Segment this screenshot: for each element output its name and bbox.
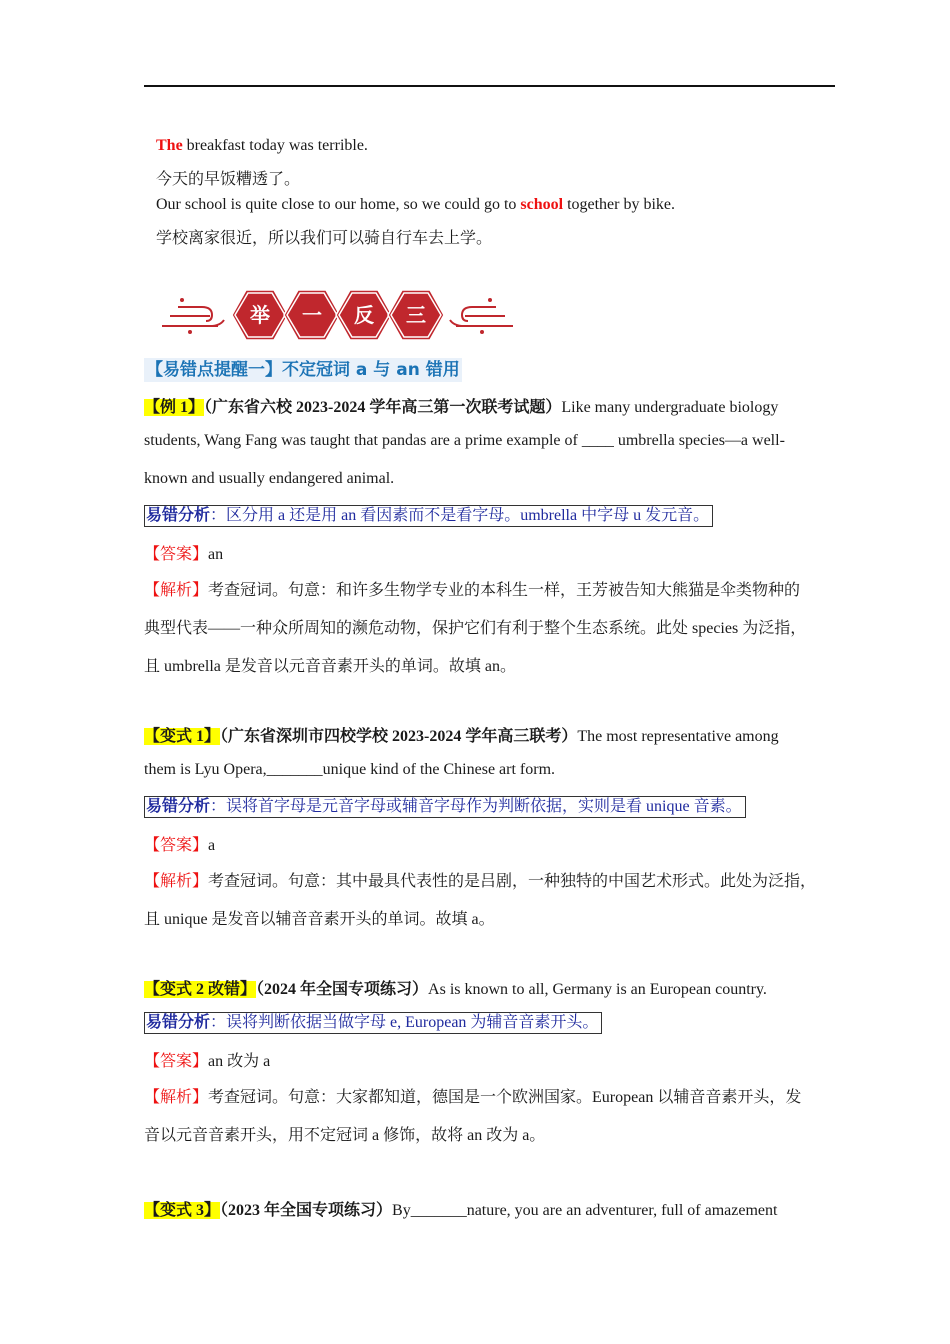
example1-tag: 【例 1】 (144, 399, 205, 416)
example1-q1: Like many undergraduate biology (561, 399, 779, 416)
intro-line-2: 今天的早饭糟透了。 (156, 171, 301, 188)
analysis-label: 易错分析 (146, 798, 211, 815)
example1-explain-text-1: 考查冠词。句意：和许多生物学专业的本科生一样，王芳被告知大熊猫是伞类物种的 (208, 582, 801, 599)
variant2-explain-text-1: 考查冠词。句意：大家都知道，德国是一个欧洲国家。European 以辅音音素开头，发 (208, 1089, 802, 1106)
variant2-analysis-box (144, 1012, 602, 1034)
variant1-explain-1 (144, 868, 816, 891)
example1-source: （广东省六校 2023-2024 学年高三第一次联考试题） (204, 399, 562, 416)
variant1-line-1 (144, 723, 779, 746)
variant2-answer-text: an 改为 a (208, 1053, 271, 1070)
example1-line-1 (144, 394, 778, 417)
example1-answer-text: an (208, 546, 224, 563)
intro-line-1 (156, 137, 368, 155)
banner-char-3: 反 (354, 303, 374, 327)
example1-line-3: known and usually endangered animal. (144, 470, 395, 487)
variant2-line-1 (144, 976, 767, 999)
intro-line-3-a: Our school is quite close to our home, so we could go to (156, 196, 521, 213)
header-rule (144, 85, 835, 87)
answer-label: 【答案】 (144, 546, 209, 563)
banner-char-4: 三 (406, 303, 426, 327)
intro-line-4: 学校离家很近，所以我们可以骑自行车去上学。 (156, 230, 493, 247)
analysis-label: 易错分析 (146, 507, 211, 524)
explain-label: 【解析】 (144, 873, 209, 890)
section-title: 【易错点提醒一】不定冠词 a 与 an 错用 (146, 360, 460, 380)
example1-explain-1 (144, 577, 800, 600)
answer-label: 【答案】 (144, 1053, 209, 1070)
example1-analysis-box (144, 505, 713, 527)
variant1-q1: The most representative among (577, 728, 779, 745)
intro-line-3 (156, 196, 675, 214)
example1-explain-3: 且 umbrella 是发音以元音音素开头的单词。故填 an。 (144, 658, 516, 675)
variant2-source: （2024 年全国专项练习） (256, 981, 429, 998)
variant1-line-2: them is Lyu Opera,_______unique kind of the Chinese art form. (144, 761, 556, 778)
explain-label: 【解析】 (144, 582, 209, 599)
explain-label: 【解析】 (144, 1089, 209, 1106)
intro-line-1-text: breakfast today was terrible. (182, 137, 368, 154)
variant3-q1: By_______nature, you are an adventurer, full of amazement (392, 1202, 778, 1219)
variant1-tag: 【变式 1】 (144, 728, 221, 745)
variant1-source: （广东省深圳市四校学校 2023-2024 学年高三联考） (220, 728, 578, 745)
variant2-q1: As is known to all, Germany is an European country. (428, 981, 767, 998)
variant1-answer-text: a (208, 837, 216, 854)
variant1-explain-2: 且 unique 是发音以辅音音素开头的单词。故填 a。 (144, 911, 495, 928)
example1-answer (144, 541, 223, 564)
variant3-tag: 【变式 3】 (144, 1202, 221, 1219)
answer-label: 【答案】 (144, 837, 209, 854)
variant3-line-1 (144, 1197, 777, 1220)
variant3-source: （2023 年全国专项练习） (220, 1202, 393, 1219)
example1-analysis-text: ：区分用 a 还是用 an 看因素而不是看字母。umbrella 中字母 u 发元音。 (210, 507, 710, 524)
variant2-explain-1 (144, 1084, 801, 1107)
banner-ju-yi-fan-san (160, 286, 515, 344)
variant2-answer (144, 1048, 270, 1071)
variant1-answer (144, 832, 215, 855)
variant1-analysis-text: ：误将首字母是元音字母或辅音字母作为判断依据，实则是看 unique 音素。 (210, 798, 742, 815)
banner-char-2: 一 (302, 303, 322, 327)
variant2-tag: 【变式 2 改错】 (144, 981, 257, 998)
variant2-analysis-text: ：误将判断依据当做字母 e, European 为辅音音素开头。 (210, 1014, 599, 1031)
variant1-explain-text-1: 考查冠词。句意：其中最具代表性的是吕剧，一种独特的中国艺术形式。此处为泛指， (208, 873, 817, 890)
highlight-school: school (520, 196, 564, 213)
banner-char-1: 举 (250, 303, 270, 327)
intro-line-3-b: together by bike. (563, 196, 676, 213)
example1-line-2: students, Wang Fang was taught that pandas are a prime example of ____ umbrella species—a well- (144, 432, 785, 449)
variant1-analysis-box (144, 796, 746, 818)
highlight-the: The (156, 137, 183, 154)
analysis-label: 易错分析 (146, 1014, 211, 1031)
banner-left-ornament (162, 307, 224, 326)
example1-explain-2: 典型代表——一种众所周知的濒危动物，保护它们有利于整个生态系统。此处 species 为泛指， (144, 620, 807, 637)
variant2-explain-2: 音以元音音素开头，用不定冠词 a 修饰，故将 an 改为 a。 (144, 1127, 546, 1144)
banner-right-ornament (450, 307, 513, 326)
